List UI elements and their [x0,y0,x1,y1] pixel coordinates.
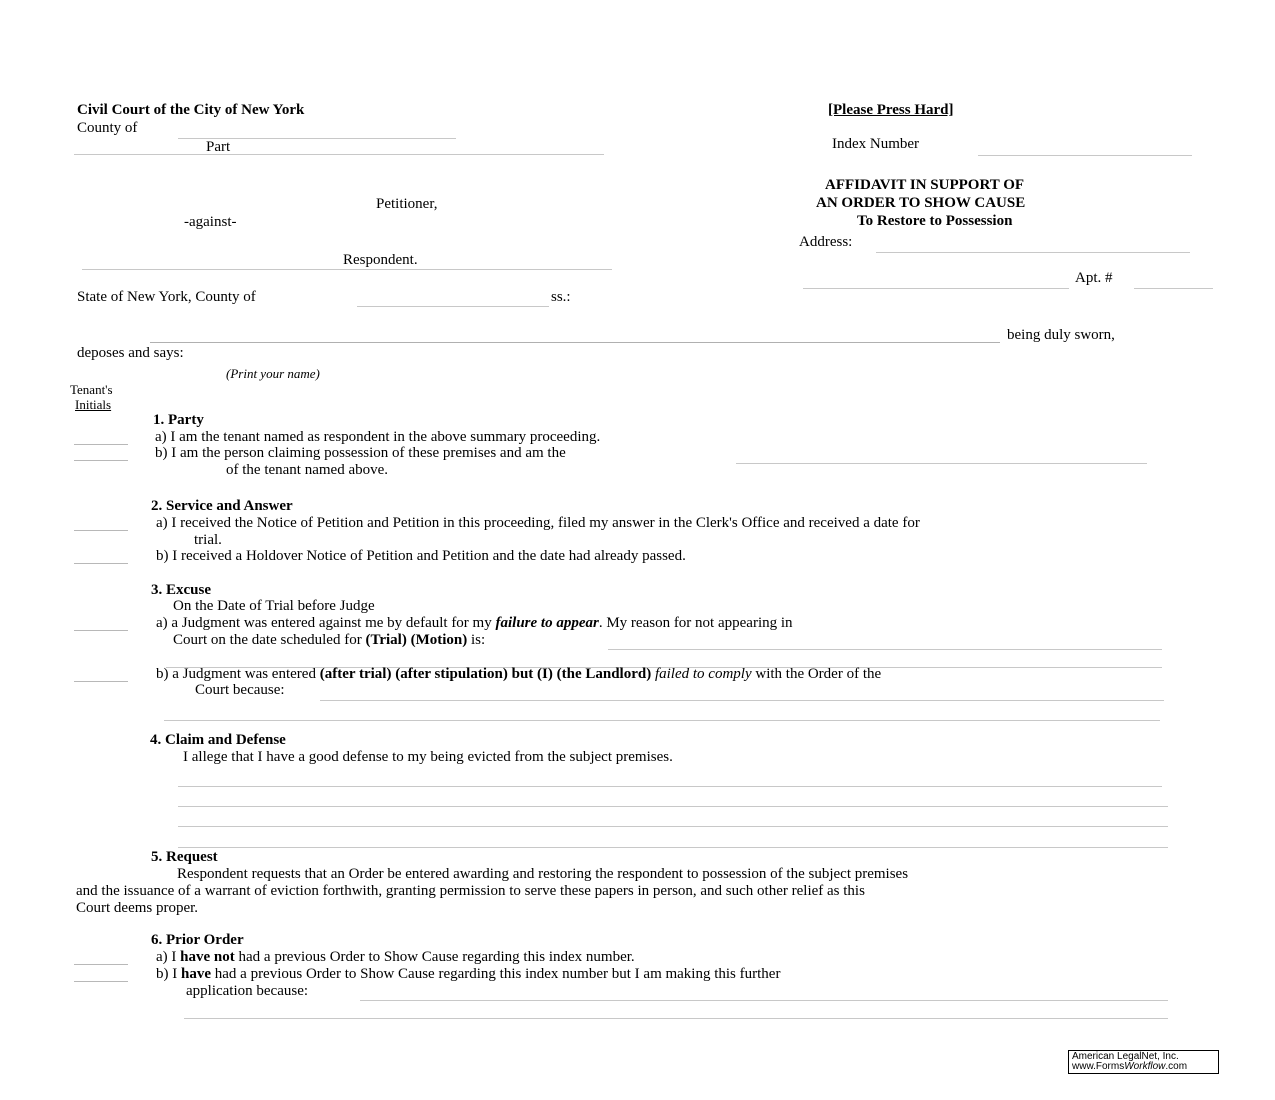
petitioner-label: Petitioner, [376,196,438,212]
excuse-a-text-end: . My reason for not appearing in [598,615,793,631]
excuse-option-a-cont [173,632,485,649]
after-trial-emphasis: (after trial) (after stipulation) but (I) (the Landlord) [319,666,652,682]
prior-a-text-end: had a previous Order to Show Cause regarding this index number. [234,949,635,965]
against-label: -against- [184,214,237,230]
initials-6a-field[interactable] [74,964,128,965]
apt-label: Apt. # [1075,270,1113,286]
excuse-b-text-end: with the Order of the [751,666,882,682]
doc-title-line2: AN ORDER TO SHOW CAUSE [816,195,1026,211]
ss-label: ss.: [551,289,571,305]
court-name: Civil Court of the City of New York [77,102,305,118]
initials-3b-field[interactable] [74,681,128,682]
publisher-url-start: www.Forms [1072,1061,1125,1072]
have-emphasis: have [181,966,211,982]
print-name-hint: (Print your name) [226,366,320,381]
relationship-field[interactable] [736,463,1147,464]
further-application-field-1[interactable] [360,1000,1168,1001]
request-line-2: and the issuance of a warrant of eviction forthwith, granting permission to serve these papers in person, and such other relief as this [76,883,865,899]
state-county-label: State of New York, County of [77,289,256,305]
press-hard-notice: [Please Press Hard] [828,102,954,118]
excuse-a2-text-end: is: [467,632,486,648]
publisher-name: American LegalNet, Inc. [1072,1051,1179,1062]
sworn-label: being duly sworn, [1007,327,1115,343]
respondent-label: Respondent. [343,252,418,268]
further-application-field-2[interactable] [184,1018,1168,1019]
doc-title-line1: AFFIDAVIT IN SUPPORT OF [825,177,1025,193]
prior-order-option-b [156,966,780,983]
service-option-a: a) I received the Notice of Petition and Petition in this proceeding, filed my answer in the Clerk's Office and received a date for [156,515,920,531]
service-option-a-cont: trial. [194,532,222,548]
excuse-option-b [156,666,881,683]
claim-text: I allege that I have a good defense to my being evicted from the subject premises. [183,749,673,765]
defense-field-3[interactable] [178,826,1168,827]
doc-subtitle: To Restore to Possession [857,213,1013,229]
defense-field-4[interactable] [178,847,1168,848]
noncompliance-reason-field-2[interactable] [164,720,1160,721]
part-field[interactable] [74,154,604,155]
excuse-reason-field-1[interactable] [608,649,1162,650]
prior-b-text-end: had a previous Order to Show Cause regarding this index number but I am making this further [211,966,781,982]
index-number-label: Index Number [832,136,920,152]
excuse-intro: On the Date of Trial before Judge [173,598,375,614]
publisher-url [1072,1062,1215,1072]
request-line-3: Court deems proper. [76,900,199,916]
address-label: Address: [799,234,853,250]
section-prior-order-heading: 6. Prior Order [151,932,244,948]
initials-header-line1: Tenant's [70,382,113,397]
defense-field-1[interactable] [178,786,1162,787]
initials-header-line2: Initials [75,397,112,412]
deposes-label: deposes and says: [77,345,184,361]
initials-2a-field[interactable] [74,530,128,531]
prior-order-option-b-cont: application because: [186,983,309,999]
defense-field-2[interactable] [178,806,1168,807]
initials-2b-field[interactable] [74,563,128,564]
publisher-url-emphasis: Workflow [1124,1061,1166,1072]
index-number-field[interactable] [978,155,1192,156]
excuse-a-text: a) a Judgment was entered against me by default for my [156,615,496,631]
part-label: Part [206,139,231,155]
excuse-b-text: b) a Judgment was entered [156,666,320,682]
county-label: County of [77,120,138,136]
section-service-heading: 2. Service and Answer [151,498,293,514]
excuse-option-a [156,615,793,632]
noncompliance-reason-field-1[interactable] [320,700,1164,701]
party-option-a: a) I am the tenant named as respondent in the above summary proceeding. [155,429,601,445]
section-request-heading: 5. Request [151,849,218,865]
excuse-option-b-cont: Court because: [195,682,285,698]
respondent-field[interactable] [82,269,612,270]
publisher-logo [1068,1050,1219,1074]
trial-motion-emphasis: (Trial) (Motion) [365,632,468,648]
initials-1a-field[interactable] [74,444,128,445]
prior-order-option-a [156,949,635,966]
have-not-emphasis: have not [180,949,235,965]
initials-3a-field[interactable] [74,630,128,631]
section-claim-heading: 4. Claim and Defense [150,732,286,748]
prior-b-text: b) I [156,966,181,982]
party-option-b: b) I am the person claiming possession of these premises and am the [155,445,566,461]
party-option-b-cont: of the tenant named above. [226,462,389,478]
address-field[interactable] [876,252,1190,253]
initials-1b-field[interactable] [74,460,128,461]
section-party-heading: 1. Party [153,412,204,428]
failed-to-comply-emphasis: failed to comply [651,666,752,682]
address-line2-field[interactable] [803,288,1069,289]
affiant-name-field[interactable] [150,342,1000,343]
prior-a-text: a) I [156,949,181,965]
service-option-b: b) I received a Holdover Notice of Petition and Petition and the date had already passed. [156,548,686,564]
apt-field[interactable] [1134,288,1213,289]
section-excuse-heading: 3. Excuse [151,582,211,598]
request-line-1: Respondent requests that an Order be entered awarding and restoring the respondent to possession of the subject premises [177,866,909,882]
initials-6b-field[interactable] [74,981,128,982]
venue-county-field[interactable] [357,306,549,307]
excuse-a2-text: Court on the date scheduled for [173,632,366,648]
failure-to-appear-emphasis: failure to appear [495,615,599,631]
publisher-url-end: .com [1165,1061,1188,1072]
